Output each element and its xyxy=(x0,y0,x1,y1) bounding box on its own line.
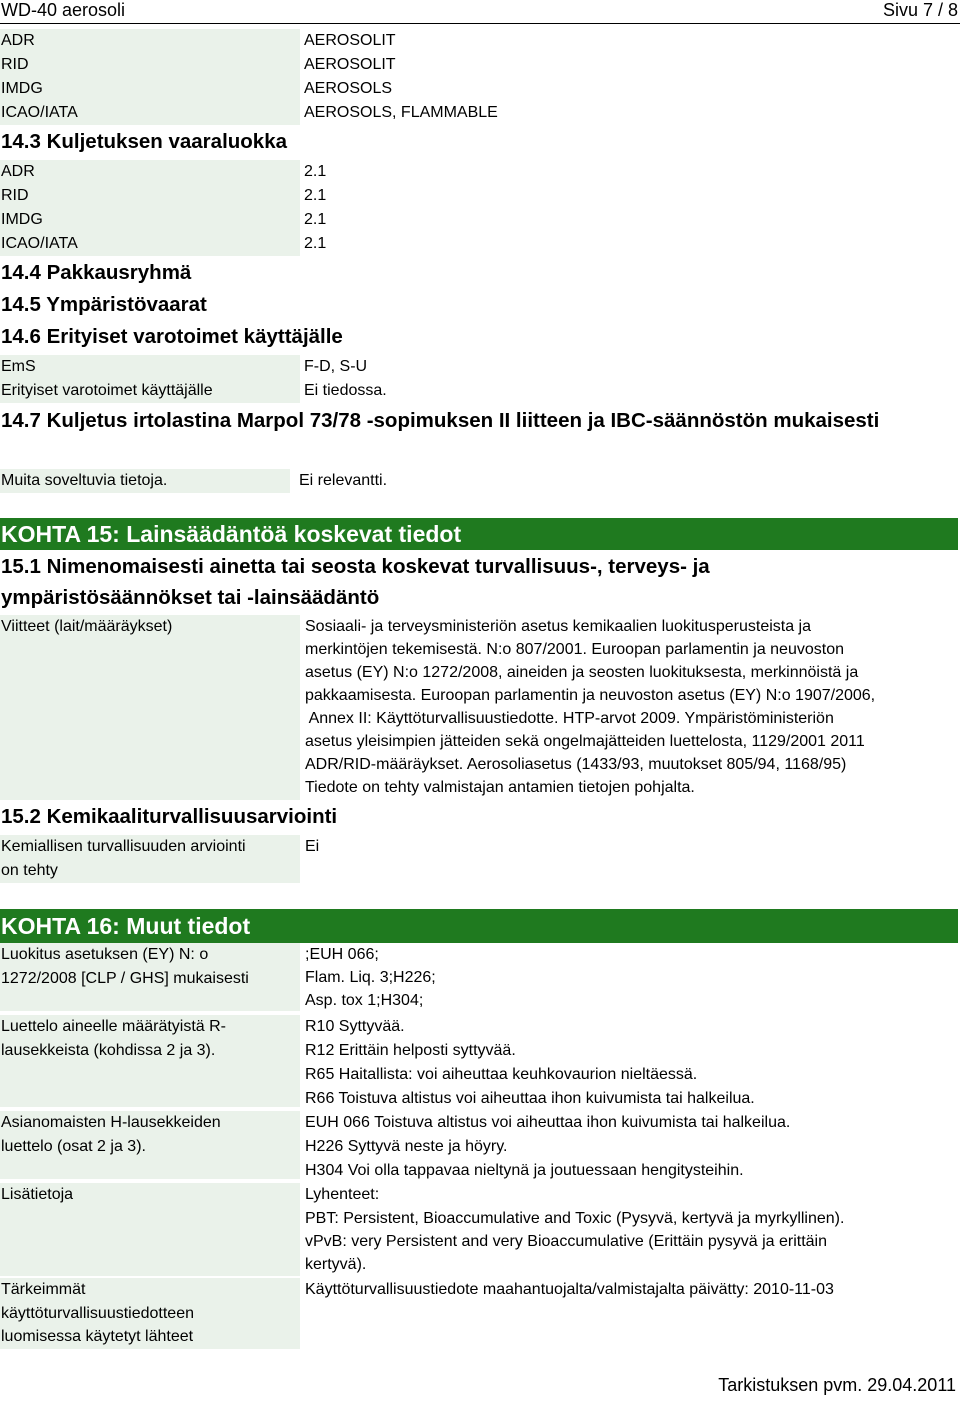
value-cell: 2.1 xyxy=(304,163,327,180)
additional-line: Lyhenteet: xyxy=(305,1186,380,1203)
label-cell: ICAO/IATA xyxy=(0,232,300,256)
value-cell: Ei relevantti. xyxy=(299,472,388,489)
r-phrase-line: R65 Haitallista: voi aiheuttaa keuhkovaurion nieltäessä. xyxy=(305,1066,698,1083)
revision-date: Tarkistuksen pvm. 29.04.2011 xyxy=(718,1375,956,1395)
label-cell xyxy=(0,1183,300,1276)
label-line: Luettelo aineelle määrätyistä R- xyxy=(1,1018,227,1035)
value-cell: AEROSOLIT xyxy=(304,56,396,73)
label-line: Asianomaisten H-lausekkeiden xyxy=(1,1114,221,1131)
page-header xyxy=(0,0,960,24)
section-15-2-title: 15.2 Kemikaaliturvallisuusarviointi xyxy=(1,805,338,828)
additional-line: kertyvä). xyxy=(305,1256,367,1273)
label-cell: Erityiset varotoimet käyttäjälle xyxy=(0,379,300,403)
regulation-line: ADR/RID-määräykset. Aerosoliasetus (1433/93, muutokset 805/94, 1168/95) xyxy=(305,756,847,773)
section-14-6-title: 14.6 Erityiset varotoimet käyttäjälle xyxy=(1,325,343,348)
label-cell: ADR xyxy=(0,29,300,53)
label-line: on tehty xyxy=(1,861,58,879)
classification-line: Asp. tox 1;H304; xyxy=(305,992,424,1009)
section-16-band: KOHTA 16: Muut tiedot xyxy=(0,909,958,943)
label-line: lausekkeista (kohdissa 2 ja 3). xyxy=(1,1041,216,1059)
label-line: Luokitus asetuksen (EY) N: o xyxy=(1,946,209,963)
section-14-5-title: 14.5 Ympäristövaarat xyxy=(1,293,207,316)
regulation-line: asetus yleisimpien jätteiden sekä ongelmajätteiden luettelosta, 1129/2001 2011 xyxy=(305,733,865,750)
section-14-4-title: 14.4 Pakkausryhmä xyxy=(1,261,192,284)
header-divider xyxy=(0,23,960,24)
label-cell: RID xyxy=(0,184,300,208)
value-cell: 2.1 xyxy=(304,211,327,228)
regulation-line: Tiedote on tehty valmistajan antamien tietojen pohjalta. xyxy=(305,779,695,796)
label-cell: Viitteet (lait/määräykset) xyxy=(0,615,300,800)
label-line: luettelo (osat 2 ja 3). xyxy=(1,1137,146,1155)
regulation-line: Sosiaali- ja terveysministeriön asetus kemikaalien luokitusperusteista ja xyxy=(305,618,812,635)
sources-line: Käyttöturvallisuustiedote maahantuojalta/valmistajalta päivätty: 2010-11-03 xyxy=(305,1281,834,1298)
value-cell: AEROSOLS, FLAMMABLE xyxy=(304,104,498,121)
regulation-line: asetus (EY) N:o 1272/2008, aineiden ja seosten luokituksesta, merkinnöistä ja xyxy=(305,664,859,681)
value-cell: F-D, S-U xyxy=(304,358,368,375)
classification-line: ;EUH 066; xyxy=(305,946,379,963)
h-phrase-line: EUH 066 Toistuva altistus voi aiheuttaa ihon kuivumista tai halkeilua. xyxy=(305,1114,791,1131)
label-line: Tärkeimmät xyxy=(1,1281,86,1298)
label-cell: ICAO/IATA xyxy=(0,101,300,125)
regulation-line: merkintöjen tekemisestä. N:o 807/2001. Euroopan parlamentin ja neuvoston xyxy=(305,641,844,658)
section-15-1-title: 15.1 Nimenomaisesti ainetta tai seosta koskevat turvallisuus-, terveys- ja ympäristösäännökset tai -lainsäädäntö xyxy=(1,555,710,609)
label-cell: IMDG xyxy=(0,77,300,101)
section-15-band: KOHTA 15: Lainsäädäntöä koskevat tiedot xyxy=(0,518,958,550)
h-phrase-line: H304 Voi olla tappavaa nieltynä ja joutuessaan hengitysteihin. xyxy=(305,1162,744,1179)
value-cell: AEROSOLS xyxy=(304,80,393,97)
label-line: luomisessa käytetyt lähteet xyxy=(1,1328,194,1345)
label-cell: RID xyxy=(0,53,300,77)
h-phrase-line: H226 Syttyvä neste ja höyry. xyxy=(305,1138,508,1155)
page-number: Sivu 7 / 8 xyxy=(882,0,958,20)
label-cell xyxy=(0,943,300,1011)
section-14-7-title: 14.7 Kuljetus irtolastina Marpol 73/78 -sopimuksen II liitteen ja IBC-säännöstön mukaisesti xyxy=(1,409,880,432)
label-line: 1272/2008 [CLP / GHS] mukaisesti xyxy=(1,969,249,987)
label-cell: ADR xyxy=(0,160,300,184)
label-line: Lisätietoja xyxy=(1,1186,74,1203)
r-phrase-line: R12 Erittäin helposti syttyvää. xyxy=(305,1042,516,1059)
regulation-line: pakkaamisesta. Euroopan parlamentin ja neuvoston asetus (EY) N:o 1907/2006, xyxy=(305,687,876,704)
label-cell: EmS xyxy=(0,355,300,379)
label-cell xyxy=(0,1111,300,1179)
classification-line: Flam. Liq. 3;H226; xyxy=(305,969,436,986)
value-cell: Ei xyxy=(305,838,320,855)
r-phrase-line: R66 Toistuva altistus voi aiheuttaa ihon kuivumista tai halkeilua. xyxy=(305,1090,755,1107)
label-cell xyxy=(0,835,300,883)
label-cell: Muita soveltuvia tietoja. xyxy=(0,469,290,493)
label-line: käyttöturvallisuustiedotteen xyxy=(1,1304,194,1322)
label-cell xyxy=(0,1015,300,1107)
label-line: Kemiallisen turvallisuuden arviointi xyxy=(1,838,246,855)
value-cell: Ei tiedossa. xyxy=(304,382,387,399)
label-cell xyxy=(0,1278,300,1349)
additional-line: PBT: Persistent, Bioaccumulative and Toxic (Pysyvä, kertyvä ja myrkyllinen). xyxy=(305,1210,845,1227)
value-cell: 2.1 xyxy=(304,235,327,252)
section-14-3-title: 14.3 Kuljetuksen vaaraluokka xyxy=(1,130,288,153)
regulation-line: Annex II: Käyttöturvallisuustiedotte. HTP-arvot 2009. Ympäristöministeriön xyxy=(305,710,834,727)
document-title: WD-40 aerosoli xyxy=(1,0,126,20)
additional-line: vPvB: very Persistent and very Bioaccumulative (Erittäin pysyvä ja erittäin xyxy=(305,1233,827,1250)
label-cell: IMDG xyxy=(0,208,300,232)
r-phrase-line: R10 Syttyvää. xyxy=(305,1018,405,1035)
value-cell: AEROSOLIT xyxy=(304,32,396,49)
value-cell: 2.1 xyxy=(304,187,327,204)
